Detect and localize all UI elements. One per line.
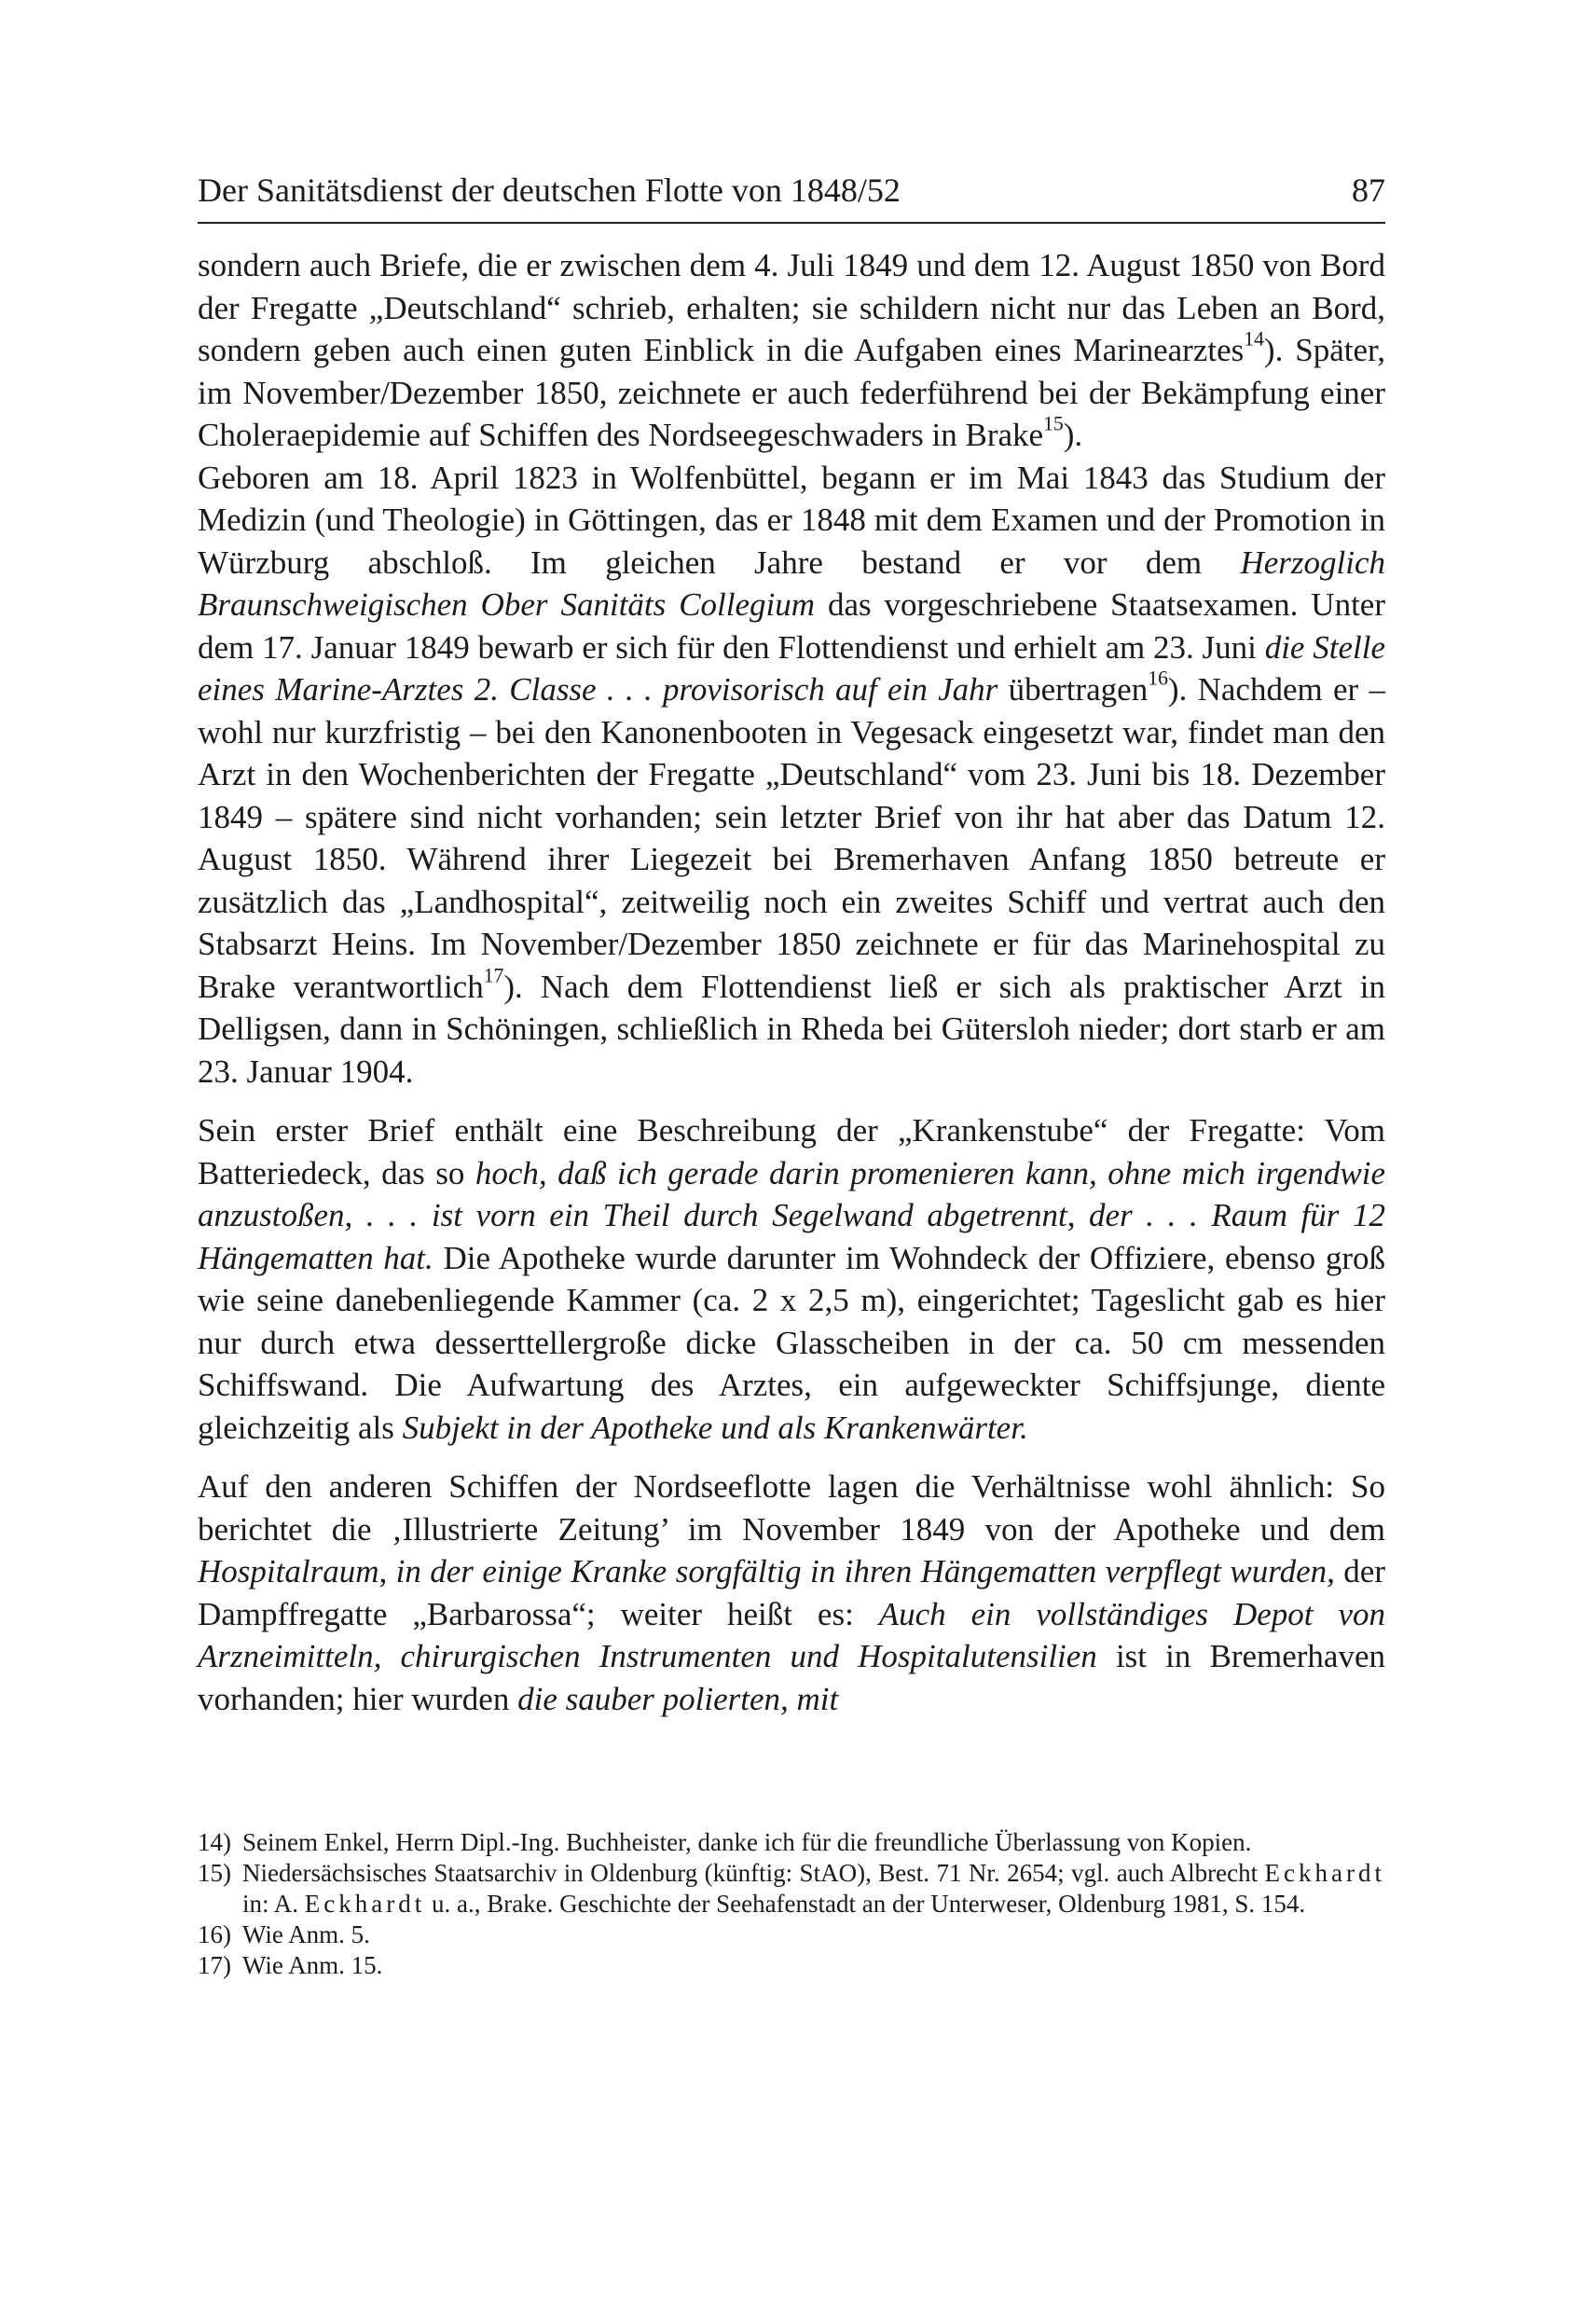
text-run: u. a., Brake. Geschichte der Seehafenstadt an der Unterweser, Oldenburg 1981, S. 154. — [425, 1890, 1306, 1918]
text-run: übertragen — [998, 671, 1149, 708]
footnote — [198, 1920, 1385, 1950]
text-run: das vorgeschriebene Staatsexamen. Unter dem 17. Januar 1849 bewarb er sich für den Flottendienst und erhielt am 23. Juni — [198, 586, 1385, 666]
text-run: ist in Bremerhaven vorhanden; hier wurden — [198, 1638, 1386, 1717]
spaced-name: Eckhardt — [304, 1890, 426, 1918]
paragraph — [198, 457, 1385, 1094]
text-run: Wie Anm. 5. — [242, 1920, 370, 1948]
text-run: Geboren am 18. April 1823 in Wolfenbüttel, begann er im Mai 1843 das Studium der Medizin (und Theologie) in Göttingen, das er 1848 mit dem Examen und der Promotion in Würzburg abschloß. Im gleichen Jahre bestand er vor dem — [198, 459, 1385, 581]
italic-text: Herzoglich Braunschweigischen Ober Sanitäts Collegium — [198, 544, 1385, 623]
footnote-ref: 14 — [1244, 327, 1264, 351]
italic-text: Hospitalraum, in der einige Kranke sorgfältig in ihren Hängematten verpflegt wurden, — [198, 1553, 1335, 1590]
text-run: sondern auch Briefe, die er zwischen dem 4. Juli 1849 und dem 12. August 1850 von Bord der Fregatte „Deutschland“ schrieb, erhalten; sie schildern nicht nur das Leben an Bord, sondern geben auch einen guten Einblick in die Aufgaben eines Marinearztes — [198, 247, 1385, 368]
paragraph — [198, 1109, 1385, 1449]
italic-text: die sauber polierten, mit — [517, 1680, 839, 1717]
paragraph — [198, 244, 1385, 457]
italic-text: die Stelle eines Marine-Arztes 2. Classe . . . provisorisch auf ein Jahr — [198, 628, 1385, 708]
footnote-ref: 15 — [1043, 412, 1064, 435]
body-text — [198, 244, 1385, 1720]
footnote-mark: 15) — [198, 1859, 231, 1887]
footnote — [198, 1950, 1385, 1981]
text-run: Wie Anm. 15. — [242, 1951, 383, 1979]
footnote-ref: 17 — [483, 964, 504, 987]
text-run: ). Nach dem Flottendienst ließ er sich als praktischer Arzt in Delligsen, dann in Schöningen, schließlich in Rheda bei Gütersloh nieder; dort starb er am 23. Januar 1904. — [198, 968, 1385, 1090]
text-run: Niedersächsisches Staatsarchiv in Oldenburg (künftig: StAO), Best. 71 Nr. 2654; vgl. auch Albrecht — [242, 1859, 1265, 1887]
text-run: Seinem Enkel, Herrn Dipl.-Ing. Buchheister, danke ich für die freundliche Überlassung von Kopien. — [242, 1828, 1252, 1856]
text-run: Sein erster Brief enthält eine Beschreibung der „Krankenstube“ der Fregatte: Vom Batteriedeck, das so — [198, 1112, 1385, 1191]
running-title: Der Sanitätsdienst der deutschen Flotte von 1848/52 — [198, 172, 901, 209]
text-run: in: A. — [242, 1890, 305, 1918]
text-run: ). — [1063, 417, 1083, 453]
text-run: Auf den anderen Schiffen der Nordseeflotte lagen die Verhältnisse wohl ähnlich: So berichtet die ‚Illustrierte Zeitung’ im November 1849 von der Apotheke und dem — [198, 1468, 1385, 1548]
text-run: ). Nachdem er – wohl nur kurzfristig – bei den Kanonenbooten in Vegesack eingesetzt war, findet man den Arzt in den Wochenberichten der Fregatte „Deutschland“ vom 23. Juni bis 18. Dezember 1849 – spätere sind nicht vorhanden; sein letzter Brief von ihr hat aber das Datum 12. August 1850. Während ihrer Liegezeit bei Bremerhaven Anfang 1850 betreute er zusätzlich das „Landhospital“, zeitweilig noch ein zweites Schiff und vertrat auch den Stabsarzt Heins. Im November/Dezember 1850 zeichnete er für das Marinehospital zu Brake verantwortlich — [198, 671, 1385, 1005]
page-number: 87 — [1352, 172, 1385, 209]
footnote-mark: 14) — [198, 1828, 231, 1856]
spaced-name: Eckhardt — [1264, 1859, 1385, 1887]
footnote-mark: 17) — [198, 1951, 231, 1979]
footnote-ref: 16 — [1148, 667, 1168, 690]
text-run: ). Später, im November/Dezember 1850, zeichnete er auch federführend bei der Bekämpfung einer Choleraepidemie auf Schiffen des Nordseegeschwaders in Brake — [198, 332, 1385, 453]
text-run: Die Apotheke wurde darunter im Wohndeck der Offiziere, ebenso groß wie seine danebenliegende Kammer (ca. 2 x 2,5 m), eingerichtet; Tageslicht gab es hier nur durch etwa desserttellergroße dicke Glasscheiben in der ca. 50 cm messenden Schiffswand. Die Aufwartung des Arztes, ein aufgeweckter Schiffsjunge, diente gleichzeitig als — [198, 1239, 1386, 1446]
italic-text: Subjekt in der Apotheke und als Krankenwärter. — [402, 1409, 1028, 1446]
text-run: der Dampffregatte „Barbarossa“; weiter heißt es: — [198, 1553, 1385, 1632]
italic-text: Auch ein vollständiges Depot von Arzneimitteln, chirurgischen Instrumenten und Hospitalutensilien — [198, 1595, 1385, 1674]
header-rule — [198, 222, 1385, 224]
paragraph — [198, 1466, 1385, 1720]
italic-text: hoch, daß ich gerade darin promenieren kann, ohne mich irgendwie anzustoßen, . . . ist vorn ein Theil durch Segelwand abgetrennt, der . . . Raum für 12 Hängematten hat. — [198, 1154, 1385, 1276]
footnotes — [198, 1827, 1385, 1981]
footnote-mark: 16) — [198, 1920, 231, 1948]
footnote — [198, 1827, 1385, 1858]
footnote — [198, 1858, 1385, 1920]
